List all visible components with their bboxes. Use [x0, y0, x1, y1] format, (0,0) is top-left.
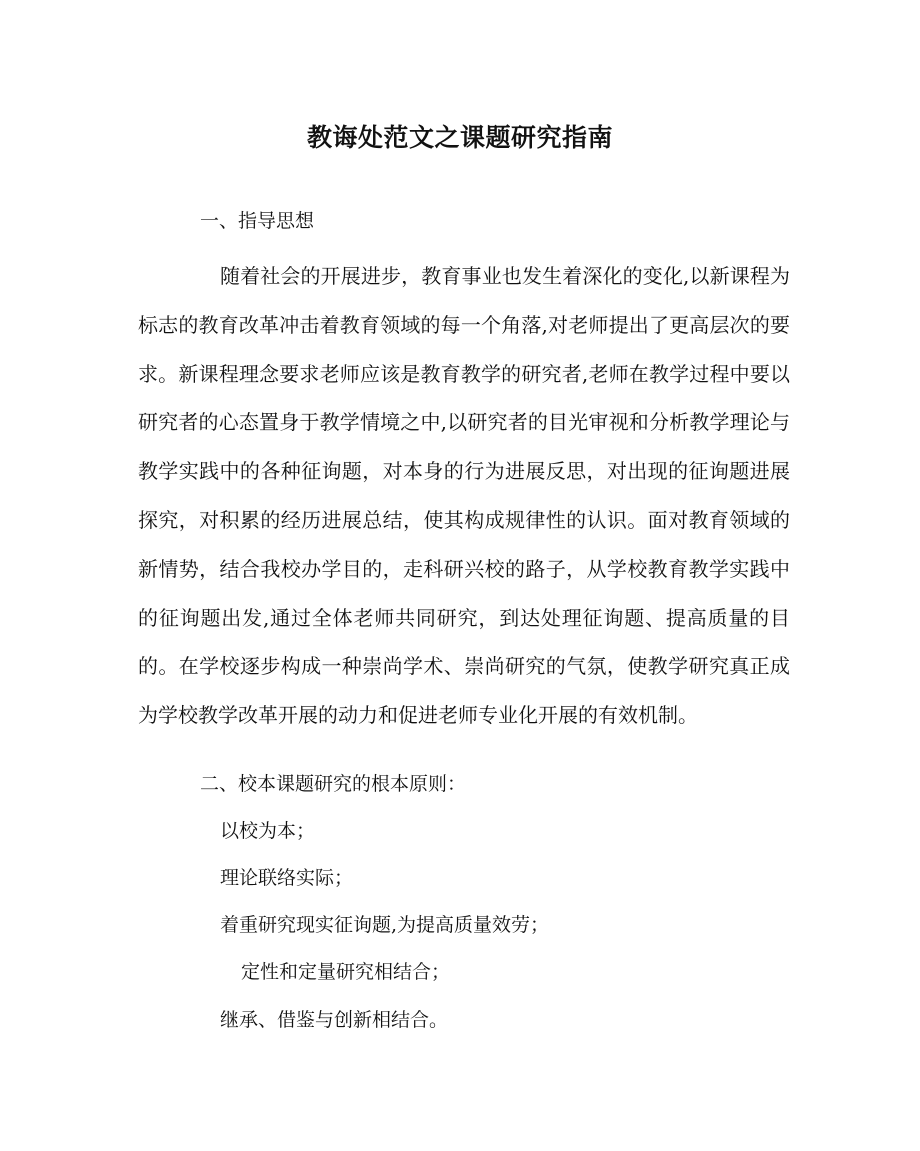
- principle-item: 以校为本；: [220, 820, 316, 842]
- principle-item: 继承、借鉴与创新相结合。: [220, 1009, 449, 1031]
- guiding-ideology-paragraph: 随着社会的开展进步，教育事业也发生着深化的变化,以新课程为标志的教育改革冲击着教育领域的每一个角落,对老师提出了更高层次的要求。新课程理念要求老师应该是教育教学的研究者,老师在教学过程中要以研究者的心态置身于教学情境之中,以研究者的目光审视和分析教学理论与教学实践中的各种征询题，对本身的行为进展反思，对出现的征询题进展探究，对积累的经历进展总结，使其构成规律性的认识。面对教育领域的新情势，结合我校办学目的，走科研兴校的路子，从学校教育教学实践中的征询题出发,通过全体老师共同研究，到达处理征询题、提高质量的目的。在学校逐步构成一种崇尚学术、崇尚研究的气氛，使教学研究真正成为学校教学改革开展的动力和促进老师专业化开展的有效机制。: [138, 264, 790, 728]
- principle-item: 定性和定量研究相结合；: [241, 961, 451, 983]
- principle-item: 着重研究现实征询题,为提高质量效劳；: [220, 914, 550, 936]
- section-heading-basic-principles: 二、校本课题研究的根本原则：: [200, 773, 467, 795]
- principle-item: 理论联络实际；: [220, 867, 354, 889]
- section-heading-guiding-ideology: 一、指导思想: [200, 210, 315, 232]
- document-title: 教诲处范文之课题研究指南: [306, 123, 613, 152]
